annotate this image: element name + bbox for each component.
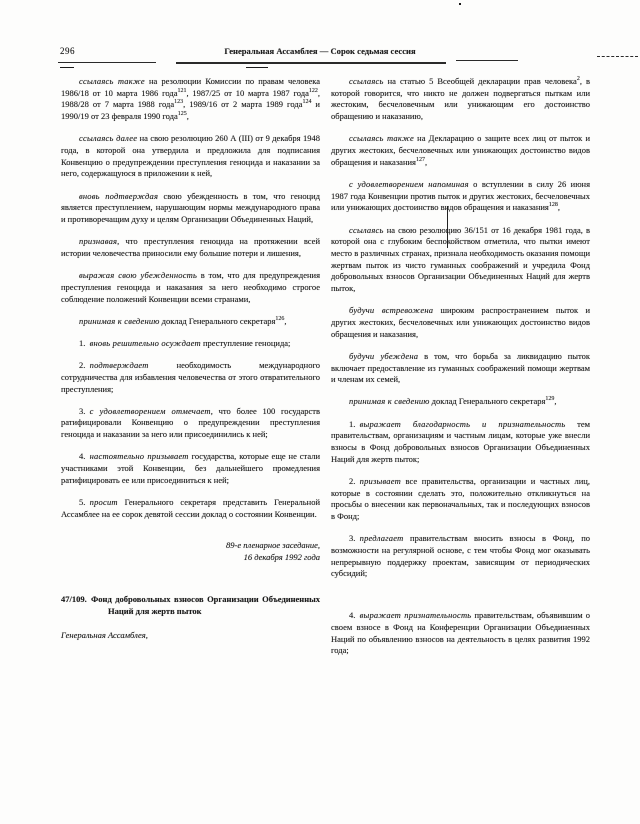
opening-line: Генеральная Ассамблея, [61, 630, 148, 641]
paragraph: вновь подтверждая свою убежденность в том, что геноцид является преступлением, нарушающим нормы международного права и противоречащим духу и целям Организации Объединенных Наций, [61, 190, 320, 225]
paragraph: 2. призывает все правительства, организации и частных лиц, которые в состоянии сделать это, положительно откликнуться на просьбы о внесении как первоначальных, так и последующих взносов в Фонд; [331, 475, 590, 522]
paragraph: ссылаясь на свою резолюцию 36/151 от 16 декабря 1981 года, в которой она с глубоким беспокойством отметила, что пытки имеют место в различных странах, признала необходимость оказания помощи жертвам пыток из чисто гуманных соображений и учредила Фонд добровольных взносов Организации Объединенных Наций для жертв пыток, [331, 224, 590, 294]
column-right [331, 76, 590, 667]
header-rule [456, 60, 518, 61]
paragraph: 5. просит Генерального секретаря представить Генеральной Ассамблее на ее сорок девятой сессии доклад о состоянии Конвенции. [61, 496, 320, 519]
paragraph: с удовлетворением напоминая о вступлении в силу 26 июня 1987 года Конвенции против пыток и других жестоких, бесчеловечных или унижающих достоинство видов обращения и наказания$^{128}$, [331, 178, 591, 213]
paragraph: ссылаясь далее на свою резолюцию 260 А (III) от 9 декабря 1948 года, в которой она утвердила и предложила для подписания Конвенцию о предупреждении преступления геноцида и наказании за него, содержащуюся в приложении к ней, [61, 133, 320, 179]
paragraph: 1. выражает благодарность и признательность тем правительствам, организациям и частным лицам, которые уже внесли взносы в Фонд добровольных взносов Организации Объединенных Наций для жертв пыток; [331, 418, 590, 464]
scan-speck [459, 3, 461, 5]
paragraph: 1. вновь решительно осуждает преступление геноцида; [79, 337, 291, 348]
paragraph: 3. предлагает правительствам вносить взносы в Фонд, по возможности на регулярной основе, с тем чтобы Фонд мог оказывать непрерывную поддержку проектам, зависящим от периодических субсидий; [331, 533, 590, 579]
paragraph: выражая свою убежденность в том, что для предупреждения преступления геноцида и наказания за него необходимо строгое соблюдение положений Конвенции всеми странами, [61, 270, 320, 304]
header-rule [58, 62, 156, 63]
paragraph: ссылаясь также на резолюции Комиссии по правам человека 1986/18 от 10 марта 1986 года$^{121}$, 1987/25 от 10 марта 1987 года$^{122}$, 1988/28 от 7 марта 1988 года$^{123}$, 1989/16 от 2 марта 1989 года$^{124}$ и 1990/19 от 23 февраля 1990 года$^{125}$, [61, 76, 320, 122]
header-rule [597, 56, 638, 57]
paragraph: 2. подтверждает необходимость международного сотрудничества для избавления человечества от этого отвратительного преступления; [61, 360, 320, 394]
paragraph: 4. выражает признательность правительствам, объявившим о своем взносе в Фонд на Конференции Организации Объединенных Наций по объявлению взносов на деятельность в целях развития 1992 года; [331, 610, 590, 656]
paragraph: будучи встревожена широким распространением пыток и других жестоких, бесчеловечных или унижающих достоинство видов обращения и наказания, [331, 305, 591, 339]
paragraph: ссылаясь также на Декларацию о защите всех лиц от пыток и других жестоких, бесчеловечных или унижающих достоинство видов обращения и наказания$^{127}$, [331, 133, 590, 167]
paragraph: будучи убеждена в том, что борьба за ликвидацию пыток включает предоставление из гуманных соображений помощи жертвам и членам их семей, [331, 350, 590, 385]
header-title: Генеральная Ассамблея — Сорок седьмая сессия [224, 46, 416, 56]
paragraph: 3. с удовлетворением отмечает, что более 100 государств ратифицировали Конвенцию о предупреждении преступления геноцида и наказании за него или присоединились к ней; [61, 405, 320, 440]
paragraph: ссылаясь на статью 5 Всеобщей декларации прав человека$^2$, в которой говорится, что никто не должен подвергаться пыткам или жестоким, бесчеловечным или унижающим его достоинство обращению и наказанию, [331, 76, 590, 122]
header-rule [60, 67, 74, 68]
resolution-heading: 47/109. Фонд добровольных взносов Организации Объединенных Наций для жертв пыток [61, 593, 320, 616]
header-rule [246, 67, 268, 68]
paragraph: принимая к сведению доклад Генерального секретаря$^{126}$, [79, 315, 287, 326]
paragraph: признавая, что преступления геноцида на протяжении всей истории человечества приносили ему большие потери и лишения, [61, 236, 320, 258]
header-rule [176, 62, 446, 64]
page-number: 296 [60, 46, 75, 56]
column-left [61, 76, 320, 652]
paragraph: принимая к сведению доклад Генерального секретаря$^{129}$, [349, 396, 557, 407]
paragraph: 4. настоятельно призывает государства, которые еще не стали участниками этой Конвенции, без дальнейшего промедления ратифицировать ее или присоединиться к ней; [61, 451, 320, 485]
meeting-placement: 89-е пленарное заседание, 16 декабря 1992 года [226, 540, 320, 563]
